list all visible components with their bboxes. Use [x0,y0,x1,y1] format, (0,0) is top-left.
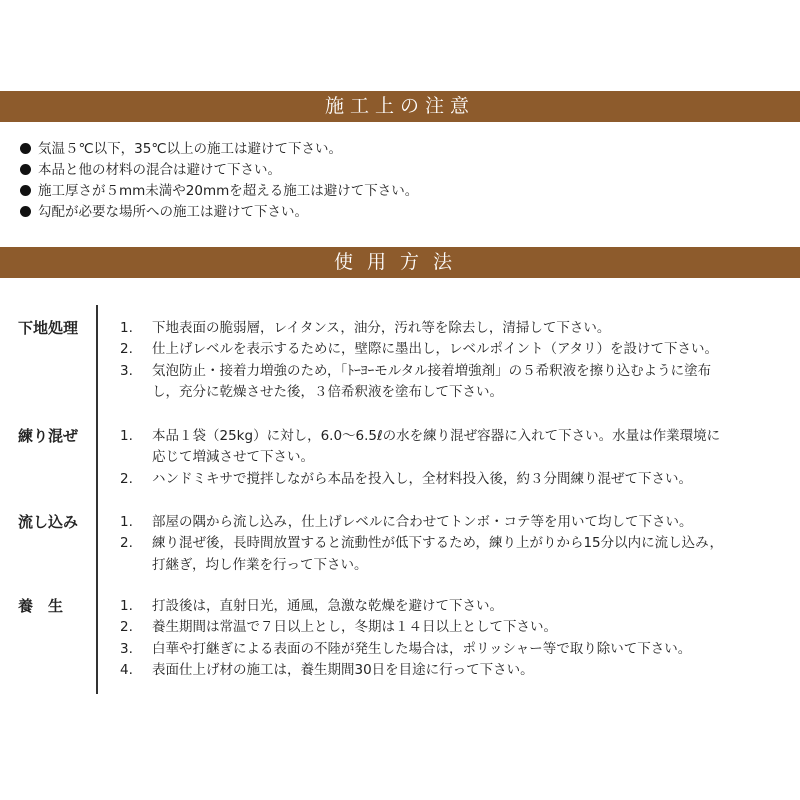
step-list [120,596,691,681]
divider-line [96,305,98,694]
caution-item: 施工厚さが５mm未満や20mmを超える施工は避けて下さい。 [20,181,418,202]
step-number: 1. [120,598,133,614]
step-number: 1. [120,320,133,336]
step-item [120,469,720,490]
step-text: 本品１袋（25kg）に対し，6.0～6.5ℓの水を練り混ぜ容器に入れて下さい。水量は作業環境に [152,428,721,444]
step-text: 気泡防止・接着力増強のため，「ﾄｰﾖｰモルタル接着増強剤」の５希釈液を擦り込むように塗布 [152,362,712,379]
bullet-icon [20,206,31,217]
step-number: 3. [120,640,133,657]
step-number: 2. [120,535,133,552]
step-text: ハンドミキサで撹拌しながら本品を投入し，全材料投入後，約３分間練り混ぜて下さい。 [152,470,692,487]
step-list [120,318,718,403]
usage-header: 使用方法 [0,247,800,278]
section-label: 養 生 [18,597,64,615]
step-text: し，充分に乾燥させた後，３倍希釈液を塗布して下さい。 [152,383,503,400]
bullet-icon [20,164,31,175]
step-item [120,617,691,638]
step-text: 養生期間は常温で７日以上とし，冬期は１４日以上として下さい。 [152,619,557,636]
caution-item: 勾配が必要な場所への施工は避けて下さい。 [20,202,418,223]
step-text: 表面仕上げ材の施工は，養生期間30日を目途に行って下さい。 [152,661,534,678]
step-item [120,596,691,617]
step-item [120,533,723,576]
step-text: 下地表面の脆弱層，レイタンス，油分，汚れ等を除去し，清掃して下さい。 [152,320,611,336]
step-item [120,318,718,339]
step-list [120,426,720,490]
step-number: 4. [120,661,133,678]
step-text: 部屋の隅から流し込み，仕上げレベルに合わせてトンボ・コテ等を用いて均して下さい。 [152,514,693,530]
step-list [120,512,723,576]
section-label: 流し込み [18,513,79,531]
step-text: 白華や打継ぎによる表面の不陸が発生した場合は，ポリッシャー等で取り除いて下さい。 [152,640,692,657]
bullet-icon [20,143,31,154]
section-label: 下地処理 [18,319,79,337]
step-text: 仕上げレベルを表示するために，壁際に墨出し，レベルポイント（アタリ）を設けて下さい。 [152,341,719,358]
step-text: 打設後は，直射日光，通風，急激な乾燥を避けて下さい。 [152,598,503,614]
step-number: 2. [120,470,133,487]
caution-item: 気温５℃以下，35℃以上の施工は避けて下さい。 [20,139,418,160]
step-number: 1. [120,428,133,444]
step-item [120,512,723,533]
step-item [120,660,691,681]
caution-header: 施工上の注意 [0,91,800,122]
step-item [120,639,691,660]
step-text: 打継ぎ，均し作業を行って下さい。 [152,556,368,573]
step-item [120,426,720,469]
bullet-icon [20,185,31,196]
step-text: 練り混ぜ後，長時間放置すると流動性が低下するため，練り上がりから15分以内に流し込み， [152,535,723,552]
step-item [120,339,718,360]
caution-item: 本品と他の材料の混合は避けて下さい。 [20,160,418,181]
step-number: 2. [120,619,133,636]
step-number: 1. [120,514,133,530]
step-number: 2. [120,341,133,358]
step-item [120,361,718,404]
caution-list [20,139,418,223]
step-text: 応じて増減させて下さい。 [152,449,314,466]
section-label: 練り混ぜ [18,427,79,445]
step-number: 3. [120,362,133,379]
